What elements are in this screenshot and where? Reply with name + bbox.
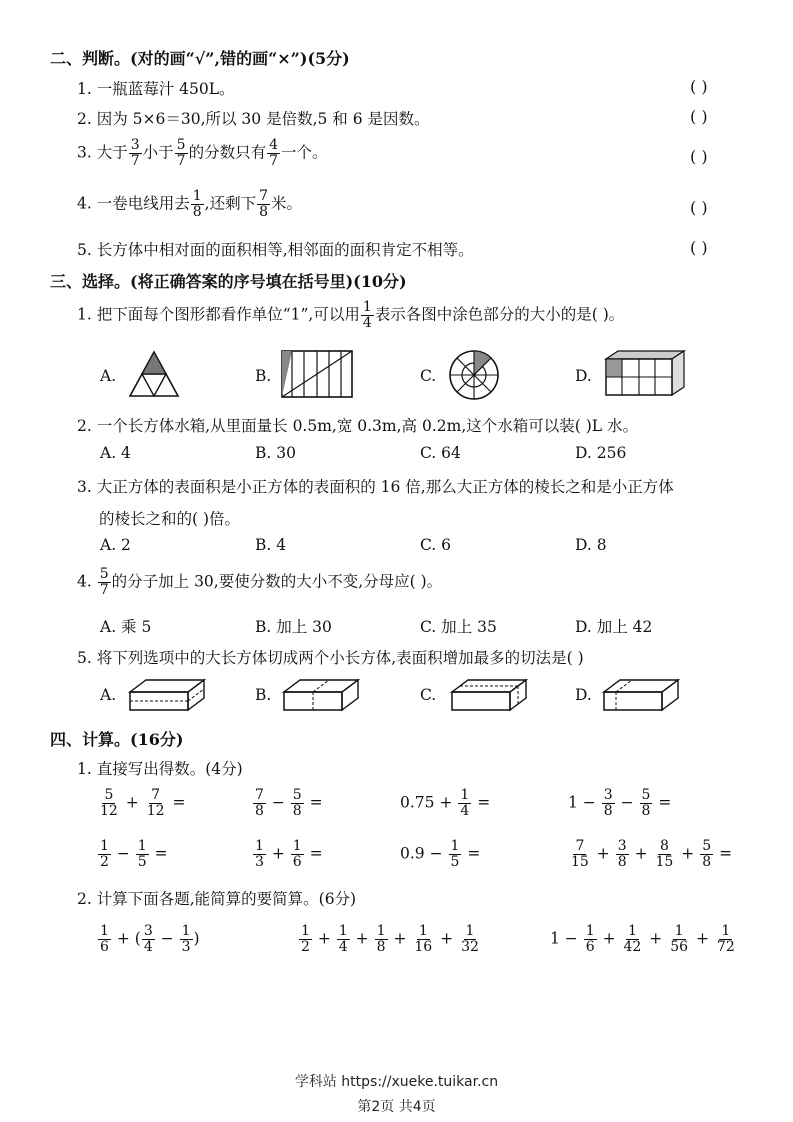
choice-q1-option-c[interactable]: C. [420,367,437,385]
choice-q4-option-d[interactable]: D. 加上 42 [575,618,653,636]
section2-title: 二、判断。(对的画“√”,错的画“×”)(5分) [50,49,350,68]
choice-q1-option-a[interactable]: A. [100,367,117,385]
text: 的分数只有 [188,143,267,162]
fraction: $\frac{1}{5}$ [137,838,147,870]
choice-q5-option-c[interactable]: C. [420,686,437,704]
calc-item: 1 − $\frac{3}{8}$ − $\frac{5}{8}$ = [568,787,672,819]
judge-q3-answer[interactable]: ( ) [690,147,708,166]
text: 小于 [142,143,174,162]
triangle-figure [128,350,180,398]
fraction: $\frac{7}{8}$ [255,787,264,819]
fraction: $\frac{1}{3}$ [181,923,191,955]
section3-title: 三、选择。(将正确答案的序号填在括号里)(10分) [50,272,407,291]
choice-q1-option-b[interactable]: B. [255,367,272,385]
fraction: $\frac{3}{8}$ [603,787,613,819]
calc-item: 1 − $\frac{1}{6}$ + $\frac{1}{42}$ + $\frac{1}{56}$ + $\frac{1}{72}$ [550,923,735,955]
choice-q5-option-a[interactable]: A. [100,686,117,704]
judge-q1-answer[interactable]: ( ) [690,77,708,96]
fraction: $\frac{1}{3}$ [255,838,264,870]
text: 1. 把下面每个图形都看作单位“1”,可以用 [77,305,360,324]
choice-q5-option-d[interactable]: D. [575,686,592,704]
calc-item: $\frac{1}{2}$ + $\frac{1}{4}$ + $\frac{1}{8}$ + $\frac{1}{16}$ + $\frac{1}{32}$ [301,923,479,955]
calc-item: $\frac{1}{3}$ + $\frac{1}{6}$ = [255,838,323,870]
fraction: $\frac{1}{2}$ [301,923,310,955]
choice-q3-option-a[interactable]: A. 2 [100,536,131,554]
cuboid-vertical-cut-figure [282,678,360,712]
fraction: $\frac{3}{7}$ [130,137,140,169]
fraction: $\frac{4}{7}$ [269,137,279,169]
choice-q4-option-b[interactable]: B. 加上 30 [255,618,332,636]
choice-q2-option-a[interactable]: A. 4 [100,444,131,462]
striped-rectangle-figure [281,350,353,398]
fraction: $\frac{1}{4}$ [362,299,372,331]
text: 表示各图中涂色部分的大小的是( )。 [374,305,625,324]
fraction: $\frac{1}{8}$ [192,188,202,220]
fraction: $\frac{5}{8}$ [702,838,712,870]
judge-q3 [77,138,328,169]
fraction: $\frac{5}{7}$ [99,566,109,598]
choice-q3-line2: 的棱长之和的( )倍。 [99,510,241,528]
fraction: $\frac{1}{5}$ [450,838,460,870]
cuboid-depth-cut-figure [450,678,528,712]
choice-q2-option-c[interactable]: C. 64 [420,444,461,462]
judge-q5: 5. 长方体中相对面的面积相等,相邻面的面积肯定不相等。 [77,241,474,259]
judge-q5-answer[interactable]: ( ) [690,238,708,257]
judge-q4 [77,189,302,220]
cuboid-horizontal-cut-figure [128,678,206,712]
calc-item: $\frac{7}{8}$ − $\frac{5}{8}$ = [255,787,323,819]
footer-page-number: 第2页 共4页 [357,1099,436,1115]
choice-q4-option-a[interactable]: A. 乘 5 [100,618,152,636]
cuboid-slant-cut-figure [602,678,680,712]
fraction: $\frac{3}{8}$ [617,838,627,870]
circle-figure [448,349,500,401]
judge-q2-answer[interactable]: ( ) [690,107,708,126]
choice-q3-option-b[interactable]: B. 4 [255,536,287,554]
choice-q2-option-d[interactable]: D. 256 [575,444,627,462]
calc-sub2-title: 2. 计算下面各题,能简算的要简算。(6分) [77,890,357,908]
fraction: $\frac{8}{15}$ [655,838,674,870]
calc-item: $\frac{1}{6}$ + ( $\frac{3}{4}$ − $\frac{1}{3}$ ) [100,923,200,955]
calc-item: 0.9 − $\frac{1}{5}$ = [400,838,481,870]
fraction: $\frac{1}{8}$ [376,923,386,955]
judge-q1: 1. 一瓶蓝莓汁 450L。 [77,80,235,98]
choice-q2: 2. 一个长方体水箱,从里面量长 0.5m,宽 0.3m,高 0.2m,这个水箱可以装( )L 水。 [77,417,638,435]
text: 4. [77,572,97,591]
fraction: $\frac{1}{56}$ [670,923,689,955]
choice-q2-option-b[interactable]: B. 30 [255,444,296,462]
fraction: $\frac{3}{4}$ [143,923,153,955]
fraction: $\frac{1}{4}$ [338,923,348,955]
footer-site: 学科站 https://xueke.tuikar.cn [294,1074,499,1090]
section4-title: 四、计算。(16分) [50,730,184,749]
fraction: $\frac{1}{72}$ [716,923,735,955]
grid-cube-figure [602,349,686,397]
judge-q2: 2. 因为 5×6＝30,所以 30 是倍数,5 和 6 是因数。 [77,110,430,128]
fraction: $\frac{5}{12}$ [100,787,118,819]
text: 的分子加上 30,要使分数的大小不变,分母应( )。 [111,572,443,591]
text: 3. 大于 [77,143,128,162]
choice-q5-option-b[interactable]: B. [255,686,272,704]
text: 米。 [271,194,303,213]
fraction: $\frac{1}{16}$ [414,923,433,955]
fraction: $\frac{1}{6}$ [100,923,109,955]
choice-q4 [77,567,442,598]
choice-q4-option-c[interactable]: C. 加上 35 [420,618,497,636]
fraction: $\frac{7}{12}$ [146,787,165,819]
choice-q1-option-d[interactable]: D. [575,367,592,385]
text: ,还剩下 [204,194,257,213]
fraction: $\frac{5}{8}$ [641,787,651,819]
fraction: $\frac{5}{7}$ [176,137,186,169]
text: 一个。 [281,143,328,162]
fraction: $\frac{1}{6}$ [292,838,302,870]
fraction: $\frac{1}{2}$ [100,838,109,870]
calc-sub1-title: 1. 直接写出得数。(4分) [77,760,243,778]
fraction: $\frac{7}{15}$ [571,838,589,870]
calc-item: $\frac{7}{15}$ + $\frac{3}{8}$ + $\frac{8}{15}$ + $\frac{5}{8}$ = [571,838,733,870]
fraction: $\frac{1}{32}$ [461,923,479,955]
calc-item: $\frac{1}{2}$ − $\frac{1}{5}$ = [100,838,168,870]
judge-q4-answer[interactable]: ( ) [690,198,708,217]
choice-q3-option-c[interactable]: C. 6 [420,536,452,554]
choice-q3-option-d[interactable]: D. 8 [575,536,607,554]
fraction: $\frac{7}{8}$ [259,188,268,220]
calc-item: $\frac{5}{12}$ + $\frac{7}{12}$ = [100,787,186,819]
fraction: $\frac{1}{4}$ [460,787,470,819]
choice-q5: 5. 将下列选项中的大长方体切成两个小长方体,表面积增加最多的切法是( ) [77,649,584,667]
choice-q1 [77,300,624,331]
fraction: $\frac{1}{42}$ [623,923,642,955]
fraction: $\frac{1}{6}$ [585,923,595,955]
calc-item: 0.75 + $\frac{1}{4}$ = [400,787,491,819]
choice-q3-line1: 3. 大正方体的表面积是小正方体的表面积的 16 倍,那么大正方体的棱长之和是小正方体 [77,478,674,496]
fraction: $\frac{5}{8}$ [292,787,302,819]
text: 4. 一卷电线用去 [77,194,190,213]
